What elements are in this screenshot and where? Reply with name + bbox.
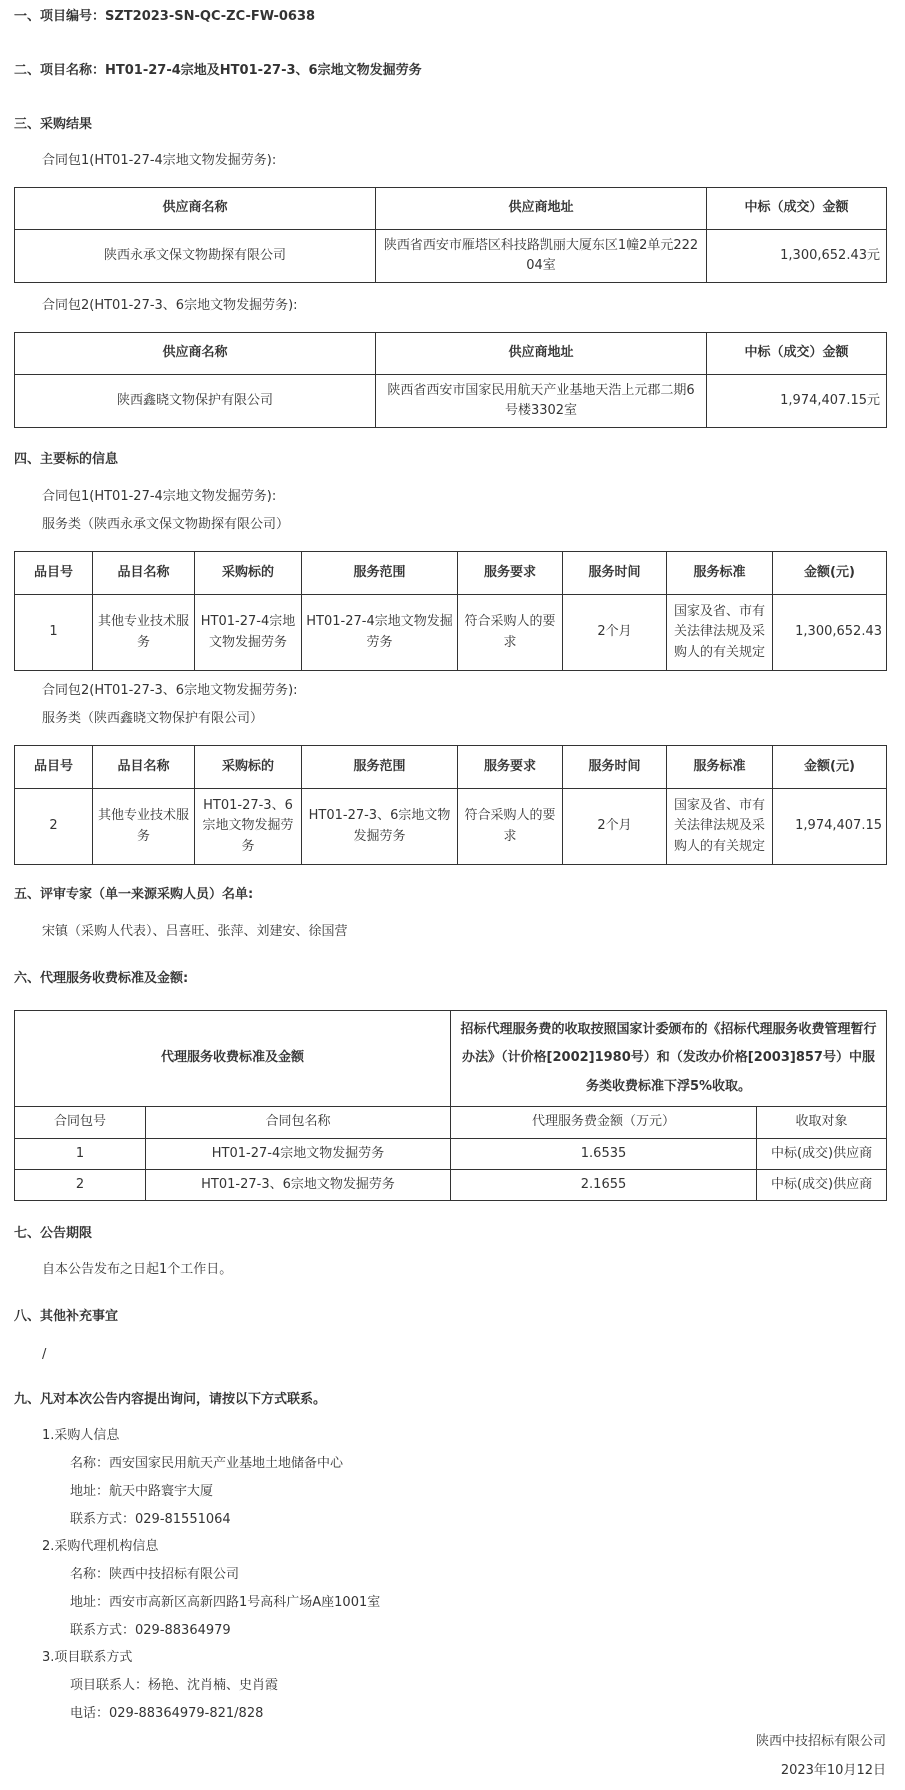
header-service-requirement: 服务要求: [458, 746, 563, 789]
header-service-time: 服务时间: [563, 746, 667, 789]
project-name: 二、项目名称：HT01-27-4宗地及HT01-27-3、6宗地文物发掘劳务: [14, 63, 422, 78]
buyer-phone: 联系方式：029-81551064: [70, 1512, 231, 1527]
section-experts: 五、评审专家（单一来源采购人员）名单:: [14, 887, 254, 902]
package2-label: 合同包2(HT01-27-3、6宗地文物发掘劳务):: [42, 298, 298, 313]
package1-label: 合同包1(HT01-27-4宗地文物发掘劳务):: [42, 153, 277, 168]
collect-from: 中标(成交)供应商: [757, 1139, 887, 1170]
item-subject: HT01-27-3、6宗地文物发掘劳务: [195, 789, 302, 865]
fee-amount: 1.6535: [451, 1139, 757, 1170]
result-table-package1: [14, 187, 887, 283]
agency-phone: 联系方式：029-88364979: [70, 1623, 231, 1638]
project-contact-title: 3.项目联系方式: [42, 1650, 133, 1665]
package-no: 1: [15, 1139, 146, 1170]
package1-label: 合同包1(HT01-27-4宗地文物发掘劳务):: [42, 489, 277, 504]
header-item-no: 品目号: [15, 746, 93, 789]
item-no: 1: [15, 595, 93, 671]
item-amount: 1,974,407.15: [773, 789, 887, 865]
section-notice-period: 七、公告期限: [14, 1226, 93, 1241]
package-name: HT01-27-4宗地文物发掘劳务: [146, 1139, 451, 1170]
footer-org: 陕西中技招标有限公司: [755, 1734, 886, 1749]
header-subject: 采购标的: [195, 746, 302, 789]
result-table-package2: [14, 332, 887, 428]
header-package-name: 合同包名称: [146, 1107, 451, 1139]
agency-name: 名称：陕西中技招标有限公司: [70, 1567, 240, 1582]
award-amount: 1,300,652.43元: [707, 230, 887, 283]
item-service-scope: HT01-27-3、6宗地文物发掘劳务: [302, 789, 458, 865]
header-subject: 采购标的: [195, 552, 302, 595]
supplier-name: 陕西鑫晓文物保护有限公司: [15, 375, 376, 428]
header-supplier-name: 供应商名称: [15, 333, 376, 375]
fee-standard-label: 代理服务收费标准及金额: [15, 1011, 451, 1107]
header-service-scope: 服务范围: [302, 746, 458, 789]
package1-type: 服务类（陕西永承文保文物勘探有限公司）: [42, 517, 290, 532]
buyer-name: 名称：西安国家民用航天产业基地土地储备中心: [70, 1456, 344, 1471]
item-subject: HT01-27-4宗地文物发掘劳务: [195, 595, 302, 671]
expert-names: 宋镇（采购人代表）、吕喜旺、张萍、刘建安、徐国营: [42, 924, 348, 939]
item-name: 其他专业技术服务: [93, 789, 195, 865]
package-no: 2: [15, 1170, 146, 1201]
agency-fee-table: [14, 1010, 887, 1201]
header-fee-amount: 代理服务费金额（万元）: [451, 1107, 757, 1139]
header-service-standard: 服务标准: [667, 746, 773, 789]
item-amount: 1,300,652.43: [773, 595, 887, 671]
header-collect-from: 收取对象: [757, 1107, 887, 1139]
section-contact: 九、凡对本次公告内容提出询问，请按以下方式联系。: [14, 1392, 327, 1407]
agency-address: 地址：西安市高新区高新四路1号高科广场A座1001室: [70, 1595, 381, 1610]
header-supplier-address: 供应商地址: [376, 188, 707, 230]
section-main-items: 四、主要标的信息: [14, 452, 119, 467]
package2-type: 服务类（陕西鑫晓文物保护有限公司）: [42, 711, 264, 726]
header-supplier-address: 供应商地址: [376, 333, 707, 375]
item-service-time: 2个月: [563, 595, 667, 671]
header-award-amount: 中标（成交）金额: [707, 333, 887, 375]
section-agency-fee: 六、代理服务收费标准及金额:: [14, 971, 189, 986]
header-service-time: 服务时间: [563, 552, 667, 595]
item-service-standard: 国家及省、市有关法律法规及采购人的有关规定: [667, 595, 773, 671]
table-row: [15, 1139, 887, 1170]
supplier-name: 陕西永承文保文物勘探有限公司: [15, 230, 376, 283]
item-table-package2: [14, 745, 887, 865]
item-service-requirement: 符合采购人的要求: [458, 595, 563, 671]
footer-date: 2023年10月12日: [780, 1763, 886, 1778]
item-no: 2: [15, 789, 93, 865]
header-package-no: 合同包号: [15, 1107, 146, 1139]
other-matters-text: /: [42, 1347, 47, 1362]
project-phone: 电话：029-88364979-821/828: [70, 1706, 264, 1721]
award-amount: 1,974,407.15元: [707, 375, 887, 428]
fee-amount: 2.1655: [451, 1170, 757, 1201]
fee-standard-text: 招标代理服务费的收取按照国家计委颁布的《招标代理服务收费管理暂行办法》（计价格[2002]1980号）和（发改办价格[2003]857号）中服务类收费标准下浮5%收取。: [451, 1011, 887, 1107]
header-service-requirement: 服务要求: [458, 552, 563, 595]
item-service-requirement: 符合采购人的要求: [458, 789, 563, 865]
buyer-address: 地址：航天中路寰宇大厦: [70, 1484, 214, 1499]
supplier-address: 陕西省西安市国家民用航天产业基地天浩上元郡二期6号楼3302室: [376, 375, 707, 428]
header-item-name: 品目名称: [93, 746, 195, 789]
header-service-standard: 服务标准: [667, 552, 773, 595]
project-number: 一、项目编号：SZT2023-SN-QC-ZC-FW-0638: [14, 9, 316, 24]
agency-info-title: 2.采购代理机构信息: [42, 1539, 159, 1554]
header-amount: 金额(元): [773, 746, 887, 789]
item-name: 其他专业技术服务: [93, 595, 195, 671]
section-other-matters: 八、其他补充事宜: [14, 1309, 119, 1324]
project-contacts: 项目联系人：杨艳、沈肖楠、史肖霞: [70, 1678, 279, 1693]
section-procurement-result: 三、采购结果: [14, 117, 93, 132]
header-item-no: 品目号: [15, 552, 93, 595]
package2-label: 合同包2(HT01-27-3、6宗地文物发掘劳务):: [42, 683, 298, 698]
notice-period-text: 自本公告发布之日起1个工作日。: [42, 1262, 233, 1277]
item-service-time: 2个月: [563, 789, 667, 865]
buyer-info-title: 1.采购人信息: [42, 1428, 120, 1443]
item-service-scope: HT01-27-4宗地文物发掘劳务: [302, 595, 458, 671]
collect-from: 中标(成交)供应商: [757, 1170, 887, 1201]
supplier-address: 陕西省西安市雁塔区科技路凯丽大厦东区1幢2单元22204室: [376, 230, 707, 283]
header-award-amount: 中标（成交）金额: [707, 188, 887, 230]
header-service-scope: 服务范围: [302, 552, 458, 595]
item-table-package1: [14, 551, 887, 671]
package-name: HT01-27-3、6宗地文物发掘劳务: [146, 1170, 451, 1201]
header-amount: 金额(元): [773, 552, 887, 595]
table-row: [15, 1170, 887, 1201]
item-service-standard: 国家及省、市有关法律法规及采购人的有关规定: [667, 789, 773, 865]
header-supplier-name: 供应商名称: [15, 188, 376, 230]
header-item-name: 品目名称: [93, 552, 195, 595]
